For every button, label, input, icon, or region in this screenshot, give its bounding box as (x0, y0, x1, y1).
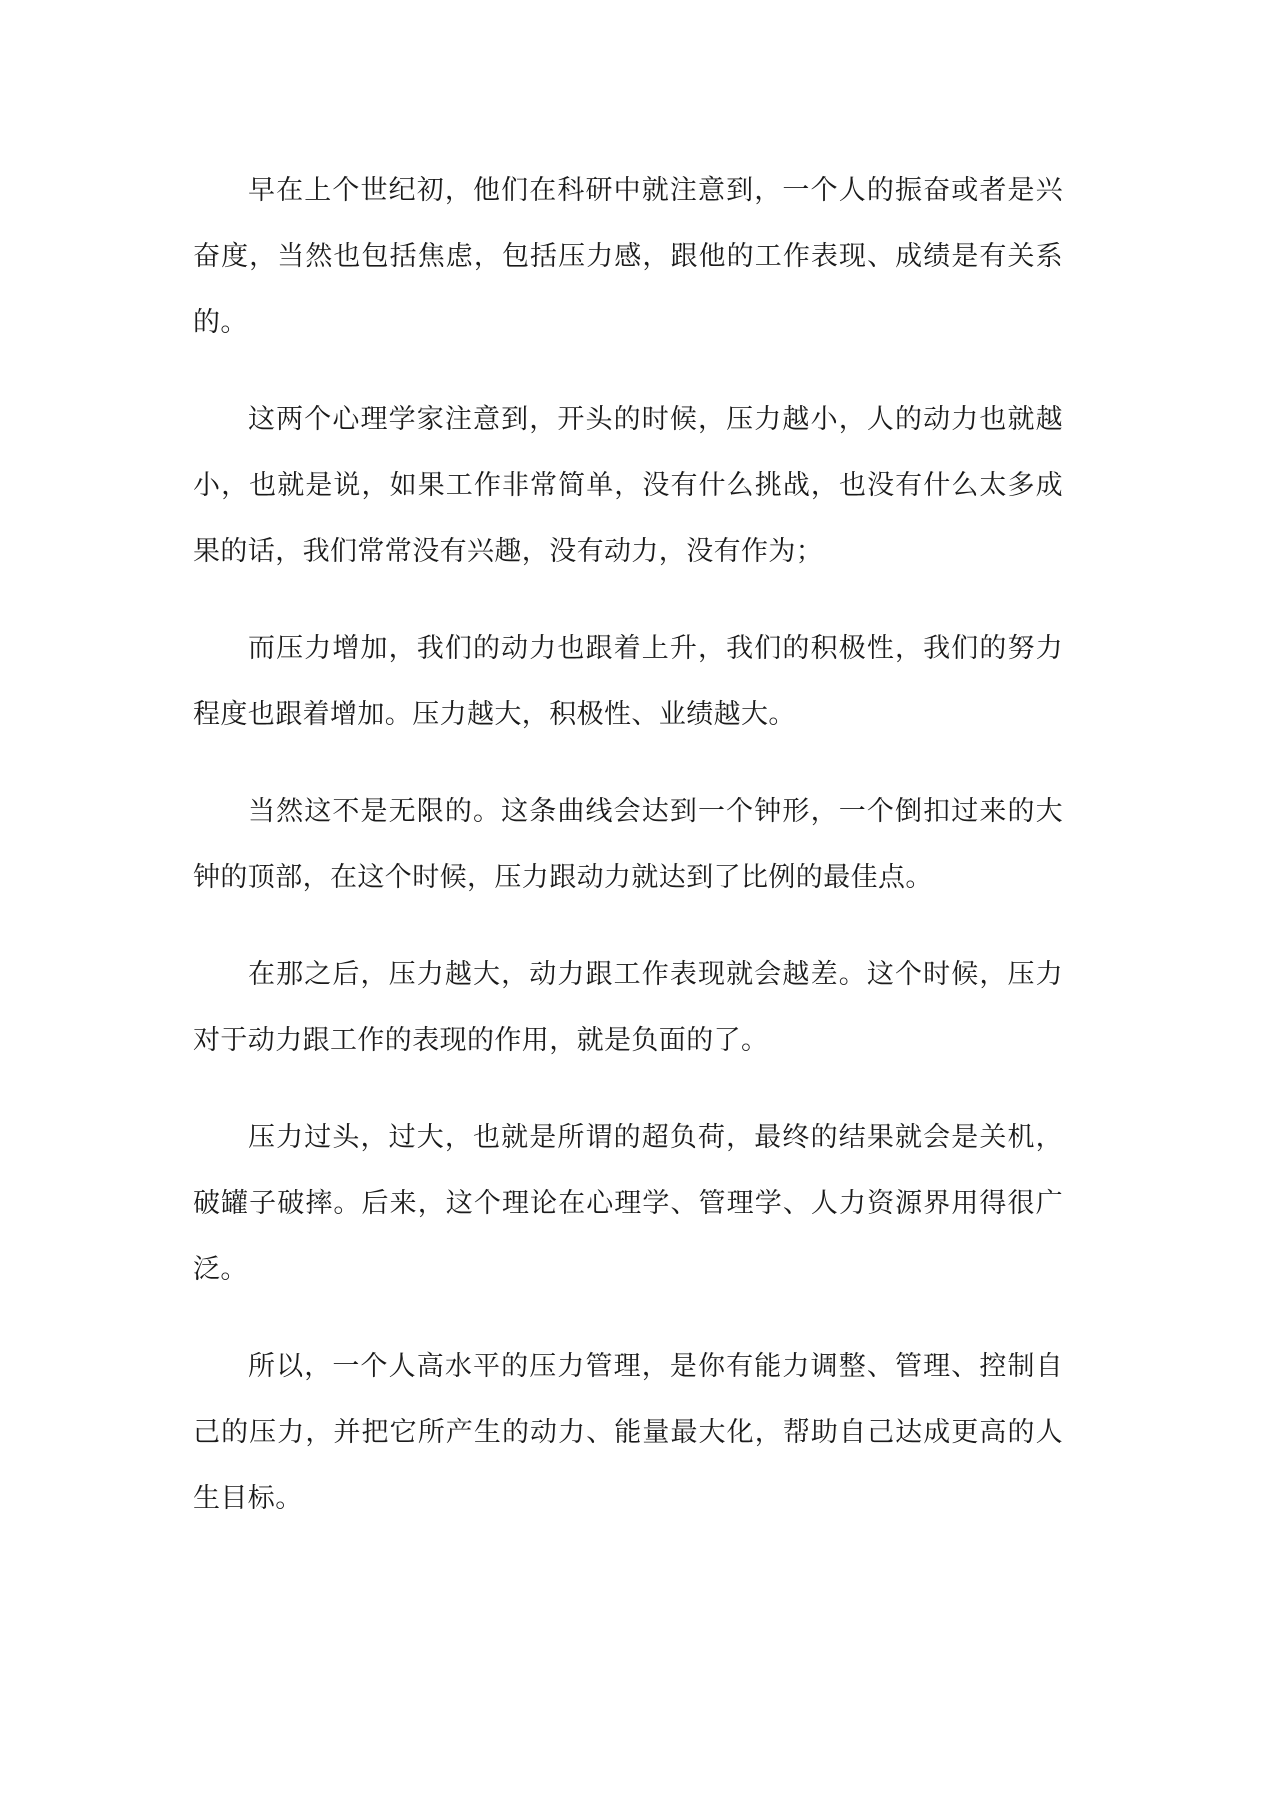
paragraph-5: 在那之后，压力越大，动力跟工作表现就会越差。这个时候，压力对于动力跟工作的表现的作用，就是负面的了。 (193, 959, 1063, 1056)
paragraph-1: 早在上个世纪初，他们在科研中就注意到，一个人的振奋或者是兴奋度，当然也包括焦虑，包括压力感，跟他的工作表现、成绩是有关系的。 (193, 175, 1063, 338)
paragraph-6: 压力过头，过大，也就是所谓的超负荷，最终的结果就会是关机，破罐子破摔。后来，这个理论在心理学、管理学、人力资源界用得很广泛。 (193, 1122, 1063, 1285)
paragraph-3: 而压力增加，我们的动力也跟着上升，我们的积极性，我们的努力程度也跟着增加。压力越大，积极性、业绩越大。 (193, 633, 1063, 730)
paragraph-4: 当然这不是无限的。这条曲线会达到一个钟形，一个倒扣过来的大钟的顶部，在这个时候，压力跟动力就达到了比例的最佳点。 (193, 796, 1063, 893)
article-body (193, 158, 1063, 1532)
paragraph-2: 这两个心理学家注意到，开头的时候，压力越小，人的动力也就越小，也就是说，如果工作非常简单，没有什么挑战，也没有什么太多成果的话，我们常常没有兴趣，没有动力，没有作为； (193, 404, 1063, 567)
paragraph-7: 所以，一个人高水平的压力管理，是你有能力调整、管理、控制自己的压力，并把它所产生的动力、能量最大化，帮助自己达成更高的人生目标。 (193, 1351, 1063, 1514)
